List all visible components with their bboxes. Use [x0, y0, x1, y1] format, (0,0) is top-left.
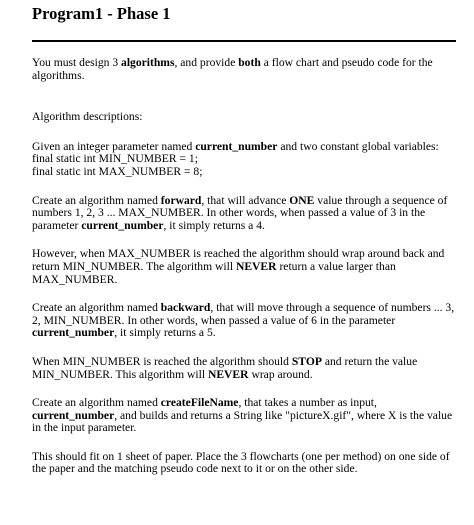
- text-run: a flow chart and pseudo code for the algorithms.: [32, 56, 433, 82]
- title-divider: [32, 40, 456, 42]
- bold-text-run: current_number: [32, 326, 115, 340]
- bold-text-run: current_number: [32, 408, 115, 422]
- forward-paragraph: [32, 195, 460, 233]
- bold-text-run: STOP: [291, 354, 322, 368]
- create-filename-paragraph: [32, 397, 460, 435]
- layout-instructions-paragraph: [32, 451, 460, 476]
- text-run: Create an algorithm named: [32, 301, 161, 315]
- text-run: Given an integer parameter named: [32, 139, 196, 153]
- text-run: and two constant global variables:: [277, 139, 439, 153]
- text-run: , that takes a number as input,: [238, 396, 377, 410]
- bold-text-run: current_number: [195, 139, 278, 153]
- bold-text-run: algorithms: [121, 56, 175, 69]
- text-run: , and builds and returns a String like "pictureX.gif", where X is the value in the input parameter.: [32, 408, 453, 435]
- bold-text-run: NEVER: [207, 367, 249, 381]
- text-run: Create an algorithm named: [32, 193, 161, 207]
- text-run: wrap around.: [248, 367, 313, 381]
- backward-paragraph: [32, 302, 460, 340]
- text-run: This should fit on 1 sheet of paper. Place the 3 flowcharts (one per method) on one side of the paper and the matching pseudo code next to it or on the other side.: [32, 449, 450, 476]
- text-run: final static int MIN_NUMBER = 1;: [32, 152, 198, 166]
- text-run: value through a sequence of numbers 1, 2, 3 ... MAX_NUMBER. In other words, when passed a value of 3 in the parameter: [32, 193, 448, 232]
- text-run: , that will advance: [201, 193, 290, 207]
- stop-paragraph: [32, 356, 460, 381]
- text-run: return a value larger than MAX_NUMBER.: [32, 259, 396, 286]
- intro-paragraph: [32, 57, 460, 82]
- bold-text-run: both: [238, 56, 261, 69]
- text-run: final static int MAX_NUMBER = 8;: [32, 164, 203, 178]
- text-run: , it simply returns a 5.: [114, 326, 216, 340]
- text-run: However, when MAX_NUMBER is reached the algorithm should wrap around back and return MIN_NUMBER. The algorithm will: [32, 247, 445, 273]
- text-run: You must design 3: [32, 56, 122, 69]
- text-run: and return the value MIN_NUMBER. This algorithm will: [32, 354, 418, 381]
- bold-text-run: createFileName: [160, 396, 239, 410]
- text-run: , and provide: [174, 56, 239, 69]
- bold-text-run: NEVER: [235, 259, 277, 273]
- document-title: Program1 - Phase 1: [32, 4, 171, 23]
- text-run: , that will move through a sequence of numbers ... 3, 2, MIN_NUMBER. In other words, when passed a value of 6 in the parameter: [32, 301, 455, 327]
- text-run: When MIN_NUMBER is reached the algorithm should: [32, 354, 292, 368]
- bold-text-run: ONE: [289, 193, 315, 207]
- text-run: Create an algorithm named: [32, 396, 161, 410]
- text-run: , it simply returns a 4.: [163, 218, 265, 232]
- bold-text-run: current_number: [81, 218, 164, 232]
- given-paragraph: [32, 141, 460, 179]
- wrap-around-paragraph: [32, 248, 460, 286]
- bold-text-run: forward: [160, 193, 202, 207]
- descriptions-heading: Algorithm descriptions:: [32, 110, 143, 124]
- bold-text-run: backward: [160, 301, 211, 315]
